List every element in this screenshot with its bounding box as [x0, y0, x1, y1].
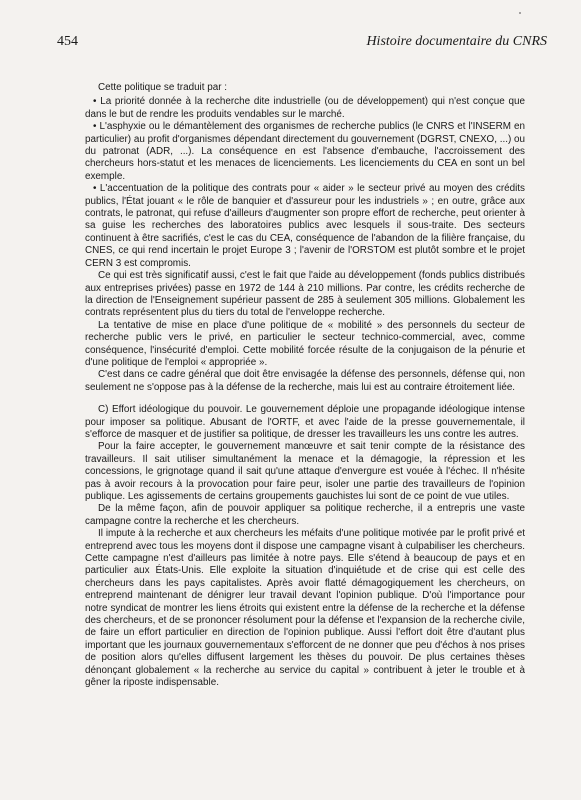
paragraph-campaign: De la même façon, afin de pouvoir appliquer sa politique recherche, il a entrepris une vaste campagne contre la recherche et les chercheurs.: [85, 503, 525, 527]
running-title: Histoire documentaire du CNRS: [366, 34, 547, 49]
paragraph-staff-defense: C'est dans ce cadre général que doit être envisagée la défense des personnels, défense qui, non seulement ne s'oppose pas à la défense de la recherche, mais lui est au contraire étroitement liée.: [85, 369, 525, 393]
bullet-public-organisms: • L'asphyxie ou le démantèlement des organismes de recherche publics (le CNRS et l'INSERM en particulier) au profit d'organismes dépendant directement du gouvernement (DGRST, CNEXO, ...) ou du patronat (ADR, ...). La conséquence en est l'absence d'embauche, l'accroissement des chercheurs hors-statut et les menaces de licenciements. Les licenciements du CEA en sont un bel exemple.: [85, 121, 525, 182]
paragraph-mobility: La tentative de mise en place d'une politique de « mobilité » des personnels du secteur de recherche public vers le privé, en particulier le secteur technico-commercial, avec, comme conséquence, l'insécurité d'emploi. Cette mobilité forcée résulte de la conjugaison de la pénurie et d'une politique de l'emploi « appropriée ».: [85, 319, 525, 368]
body-text: [85, 82, 525, 690]
paragraph-intro: Cette politique se traduit par :: [98, 82, 227, 93]
paragraph-government-maneuver: Pour la faire accepter, le gouvernement manœuvre et sait tenir compte de la résistance des travailleurs. Il sait utiliser simultanément la menace et la démagogie, la répression et les concessions, le grignotage quand il sait qu'une attaque d'envergure est vouée à l'échec. Il n'hésite pas à avoir recours à la provocation pour faire peur, isoler une partie des travailleurs de l'opinion publique. Les agissements de certains groupements gauchistes lui sont de ce point de vue utiles.: [85, 441, 525, 502]
bullet-contracts-policy: • L'accentuation de la politique des contrats pour « aider » le secteur privé au moyen des crédits publics, l'État jouant « le rôle de banquier et d'assureur pour les industriels » ; en outre, grâce aux contrats, le patronat, qui refuse d'ailleurs d'augmenter son propre effort de recherche, peut orienter à sa guise les recherches des laboratoires publics avec lesquels il sous-traite. Des secteurs continuent à être sacrifiés, c'est le cas du CEA, conséquence de l'abandon de la filière française, du CNES, ce qui rend incertain le projet Europe 3 ; l'avenir de l'ORSTOM est plutôt sombre et le projet CERN 3 est compromis.: [85, 183, 525, 269]
scan-speck: [519, 12, 521, 14]
page-number: 454: [57, 34, 78, 49]
paragraph-blame-research: Il impute à la recherche et aux chercheurs les méfaits d'une politique motivée par le profit privé et entreprend avec tous les moyens dont il dispose une campagne visant à culpabiliser les chercheurs. Cette campagne n'est d'ailleurs pas limitée à notre pays. Elle s'étend à beaucoup de pays et en particulier aux États-Unis. Elle exploite la situation d'inquiétude et de crise qui est celle des chercheurs dans les pays capitalistes. Après avoir flatté démagogiquement les chercheurs, on entreprend maintenant de dénigrer leur travail devant l'opinion publique. D'où l'importance pour notre syndicat de montrer les liens étroits qui existent entre la défense de la recherche et la défense des chercheurs, et de se prononcer résolument pour la défense et l'expansion de la recherche civile, de faire un effort particulier en direction de l'opinion publique. Aussi l'effort doit être d'autant plus important que les journaux gouvernementaux s'efforcent de ne donner que peu d'échos à nos prises de position alors qu'elles diffusent largement les thèses du pouvoir. De plus certaines thèses dénonçant globalement « la recherche au service du capital » contribuent à jeter le trouble et à gêner la riposte indispensable.: [85, 528, 525, 689]
bullet-industrial-research: • La priorité donnée à la recherche dite industrielle (ou de développement) qui n'est conçue que dans le but de rendre les produits vendables sur le marché.: [85, 96, 525, 120]
page-header: [57, 34, 547, 54]
paragraph-development-aid: Ce qui est très significatif aussi, c'est le fait que l'aide au développement (fonds publics distribués aux entreprises privées) passe en 1972 de 144 à 210 millions. Par contre, les crédits recherche de la direction de l'Enseignement supérieur passent de 285 à seulement 305 millions. Globalement les contrats représentent plus du tiers du total de l'enveloppe recherche.: [85, 270, 525, 319]
section-ideological-effort: C) Effort idéologique du pouvoir. Le gouvernement déploie une propagande idéologique intense pour imposer sa politique. Abusant de l'ORTF, et avec l'aide de la presse gouvernementale, il s'efforce de masquer et de justifier sa politique, de dresser les travailleurs les uns contre les autres.: [85, 404, 525, 440]
